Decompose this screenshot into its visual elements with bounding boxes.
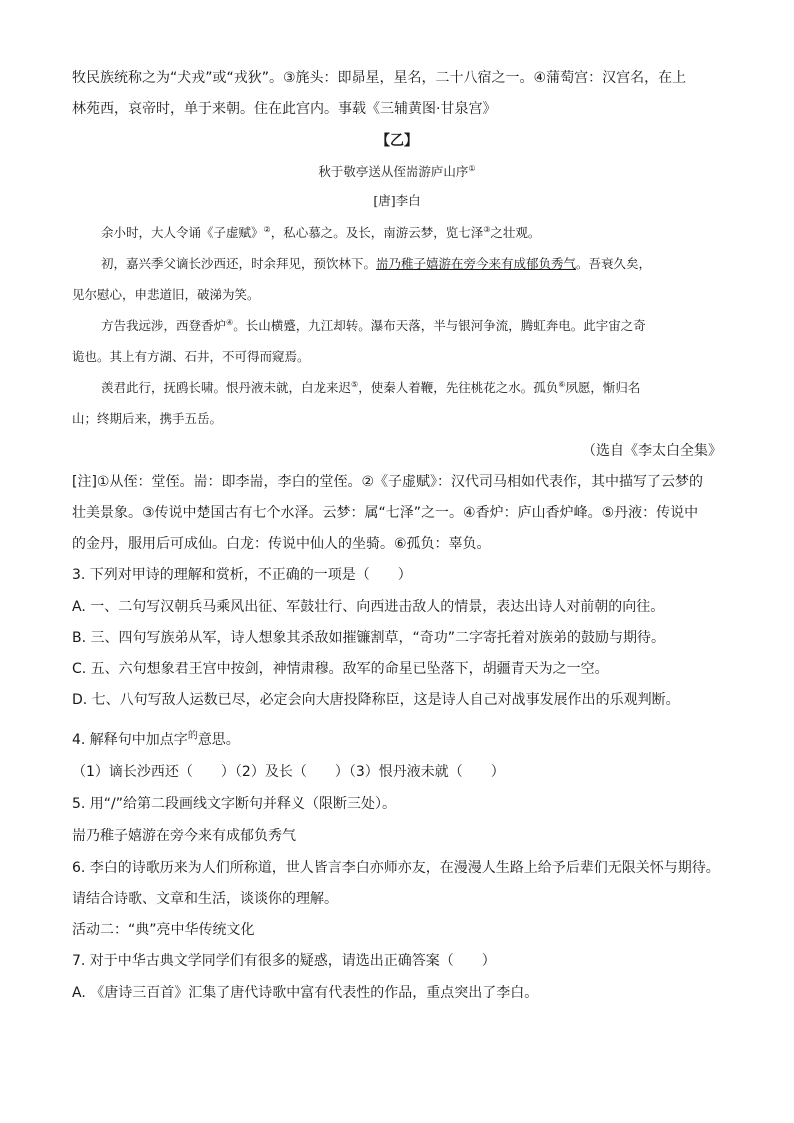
prose-text: 余小时，大人令诵《子虚赋》	[101, 225, 264, 240]
prose-text: 夙愿，惭归名	[565, 380, 641, 395]
note-marker: ③	[483, 224, 491, 234]
question-4	[72, 730, 722, 750]
prose-p1	[101, 223, 751, 243]
prose-text: 之壮观。	[490, 225, 541, 240]
prose-p3	[101, 316, 751, 336]
prose-text: 羡君此行，抚鸥长啸。恨丹液未就，白龙来迟	[101, 380, 352, 395]
activity-2-heading: 活动二：“典”亮中华传统文化	[72, 922, 255, 938]
question-text: 4. 解释句中加点字	[72, 732, 188, 748]
source-citation: （选自《李太白全集》	[582, 443, 722, 459]
question-text: 意思。	[197, 732, 240, 748]
prose-text: 。吾衰久矣，	[576, 256, 652, 271]
small-char: 的	[187, 730, 198, 742]
note-marker: ⑤	[351, 379, 359, 389]
q3-option-c: C. 五、六句想象君王宫中按剑，神情肃穆。敌军的命星已坠落下，胡疆青天为之一空。	[72, 661, 609, 677]
underlined-sentence: 耑乃稚子嬉游在旁今来有成郁负秀气	[376, 256, 577, 271]
prose-p2-cont: 见尔慰心，申悲道旧，破涕为笑。	[72, 287, 260, 302]
question-5: 5. 用“/”给第二段画线文字断句并释义（限断三处）。	[72, 796, 397, 812]
q3-option-b: B. 三、四句写族弟从军，诗人想象其杀敌如摧镰割草，“奇功”二字寄托着对族弟的鼓励与期待。	[72, 630, 666, 646]
poem-author: [唐]李白	[373, 193, 421, 208]
yi-notes-line-3: 的金丹，服用后可成仙。白龙：传说中仙人的坐骑。⑥孤负：辜负。	[72, 536, 491, 552]
jia-notes-line-1: 牧民族统称之为“犬戎”或“戎狄”。③旄头：即昴星，星名，二十八宿之一。④蒲萄宫：汉宫名，在上	[72, 70, 687, 86]
poem-title-text: 秋于敬亭送从侄耑游庐山序	[318, 164, 469, 179]
poem-title	[0, 162, 794, 182]
q3-option-a: A. 一、二句写汉朝兵马乘风出征、军鼓壮行、向西进击敌人的情景，表达出诗人对前朝的向往。	[72, 599, 665, 615]
yi-notes-line-2: 壮美景象。③传说中楚国古有七个水泽。云梦：属“七泽”之一。④香炉：庐山香炉峰。⑤丹液：传说中	[72, 505, 699, 521]
prose-text: ，私心慕之。及长，南游云梦，览七泽	[270, 225, 484, 240]
note-marker: ⑥	[558, 379, 566, 389]
question-6-line-2: 请结合诗歌、文章和生活，谈谈你的理解。	[72, 891, 338, 907]
question-6-line-1: 6. 李白的诗歌历来为人们所称道，世人皆言李白亦师亦友，在漫漫人生路上给予后辈们无限关怀与期待。	[72, 860, 720, 876]
yi-notes-line-1: [注]①从侄：堂侄。耑：即李耑，李白的堂侄。②《子虚赋》：汉代司马相如代表作，其中描写了云梦的	[72, 474, 704, 490]
prose-text: 方告我远涉，西登香炉	[101, 318, 227, 333]
q4-items: （1）谪长沙西还（ ）（2）及长（ ）（3）恨丹液未就（ ）	[72, 764, 505, 780]
prose-text: ，使秦人着鞭，先往桃花之水。孤负	[358, 380, 559, 395]
prose-text: 。长山横蹙，九江却转。瀑布天落，半与银河争流，腾虹奔电。此宇宙之奇	[233, 318, 646, 333]
note-marker: ④	[226, 317, 234, 327]
prose-text: 初，嘉兴季父谪长沙西还，时余拜见，预饮林下。	[101, 256, 377, 271]
q5-text: 耑乃稚子嬉游在旁今来有成郁负秀气	[72, 828, 296, 844]
title-note-marker: ①	[468, 163, 476, 173]
q7-option-a: A. 《唐诗三百首》汇集了唐代诗歌中富有代表性的作品，重点突出了李白。	[72, 985, 539, 1001]
prose-p4-cont: 山；终期后来，携手五岳。	[72, 411, 223, 426]
prose-p3-cont: 诡也。其上有方湖、石井，不可得而窥焉。	[72, 349, 310, 364]
question-3: 3. 下列对甲诗的理解和赏析，不正确的一项是（ ）	[72, 567, 412, 583]
question-7: 7. 对于中华古典文学同学们有很多的疑惑，请选出正确答案（ ）	[72, 953, 496, 969]
jia-notes-line-2: 林苑西，哀帝时，单于来朝。住在此宫内。事载《三辅黄图·甘泉宫》	[72, 101, 497, 117]
prose-p2	[101, 254, 751, 274]
note-marker: ②	[263, 224, 271, 234]
prose-p4	[101, 378, 751, 398]
section-label-yi: 【乙】	[376, 133, 418, 149]
q3-option-d: D. 七、八句写敌人运数已尽，必定会向大唐投降称臣，这是诗人自己对战事发展作出的乐观判断。	[72, 692, 680, 708]
